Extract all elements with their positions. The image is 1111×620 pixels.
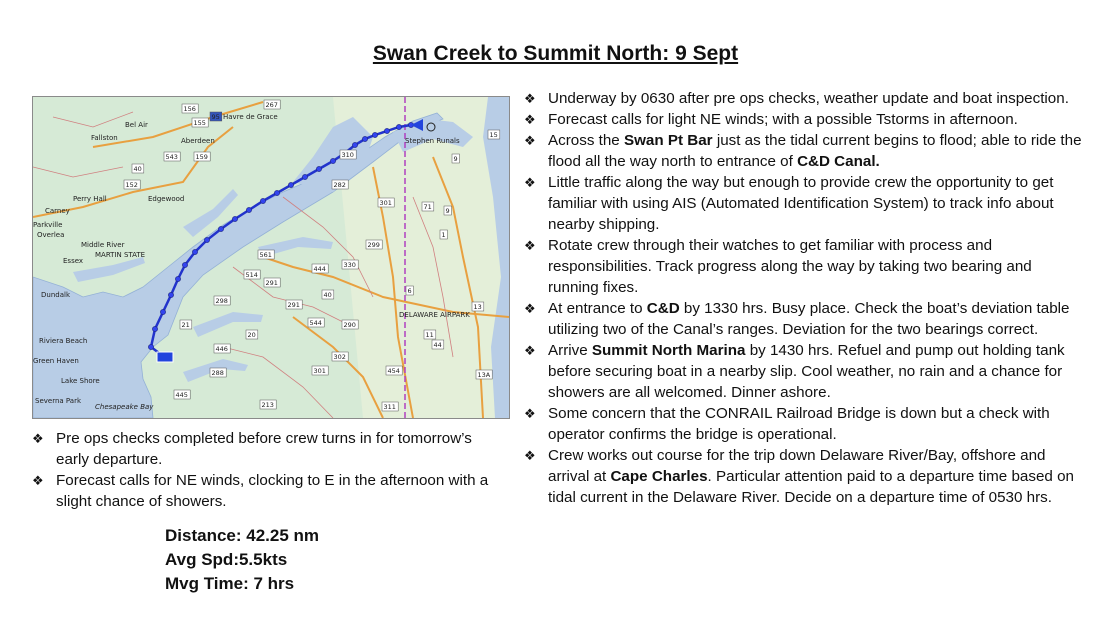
road-number: 40 bbox=[133, 165, 142, 173]
road-number: 21 bbox=[181, 321, 190, 329]
route-waypoint bbox=[352, 142, 357, 147]
route-waypoint bbox=[372, 132, 377, 137]
voyage-note-item bbox=[524, 403, 1084, 445]
route-waypoint bbox=[246, 207, 251, 212]
map-place-label: Carney bbox=[45, 207, 70, 215]
map-place-label: Perry Hall bbox=[73, 195, 107, 203]
map-place-label: Parkville bbox=[33, 221, 63, 229]
bullet-diamond-icon: ❖ bbox=[524, 448, 536, 463]
road-number: 330 bbox=[343, 261, 356, 269]
road-number: 445 bbox=[175, 391, 188, 399]
road-number: 13A bbox=[477, 371, 491, 379]
map-place-label: MARTIN STATE bbox=[95, 251, 146, 259]
map-place-label: Havre de Grace bbox=[223, 113, 278, 121]
note-text: Little traffic along the way but enough to provide crew the opportunity to get familiar with using AIS (Automated Identification System) to track info about nearby shipping. bbox=[548, 174, 1054, 233]
route-waypoint bbox=[316, 166, 321, 171]
road-number: 301 bbox=[379, 199, 392, 207]
avg-speed-stat: Avg Spd:5.5kts bbox=[165, 550, 288, 569]
road-number: 454 bbox=[387, 367, 400, 375]
road-number: 15 bbox=[489, 131, 498, 139]
route-waypoint bbox=[274, 190, 279, 195]
road-number: 302 bbox=[333, 353, 346, 361]
map-place-label: DELAWARE AIRPARK bbox=[399, 311, 470, 319]
emphasis-text: Cape Charles bbox=[610, 468, 708, 485]
map-place-label: Overlea bbox=[37, 231, 65, 239]
road-number: 156 bbox=[183, 105, 196, 113]
route-map[interactable] bbox=[32, 96, 510, 419]
bullet-diamond-icon: ❖ bbox=[524, 301, 536, 316]
bullet-diamond-icon: ❖ bbox=[524, 91, 536, 106]
note-text: At entrance to bbox=[548, 300, 647, 317]
note-text: by 1430 hrs. Refuel and pump out holding tank before securing boat in a nearby slip. Cool weather, no rain and a chance for showers are all welcomed. Dinner ashore. bbox=[548, 342, 1065, 401]
voyage-note-item bbox=[524, 445, 1084, 508]
voyage-note-item bbox=[524, 340, 1084, 403]
road-number: 1 bbox=[441, 231, 446, 239]
bullet-diamond-icon: ❖ bbox=[524, 238, 536, 253]
voyage-note-item bbox=[524, 130, 1084, 172]
voyage-note-item bbox=[524, 235, 1084, 298]
note-text: Arrive bbox=[548, 342, 592, 359]
route-waypoint bbox=[182, 262, 187, 267]
voyage-note-item bbox=[524, 298, 1084, 340]
map-place-label: Middle River bbox=[81, 241, 125, 249]
road-number: 9 bbox=[453, 155, 458, 163]
bullet-diamond-icon: ❖ bbox=[524, 112, 536, 127]
road-number: 152 bbox=[125, 181, 138, 189]
road-number: 290 bbox=[343, 321, 356, 329]
voyage-note-item bbox=[524, 88, 1084, 109]
voyage-note-item bbox=[524, 109, 1084, 130]
road-number: 291 bbox=[287, 301, 300, 309]
distance-stat: Distance: 42.25 nm bbox=[165, 526, 320, 545]
emphasis-text: Summit North Marina bbox=[591, 342, 746, 359]
route-waypoint bbox=[330, 158, 335, 163]
route-waypoint bbox=[175, 276, 180, 281]
emphasis-text: C&D bbox=[646, 300, 680, 317]
map-place-label: Bel Air bbox=[125, 121, 148, 129]
route-waypoint bbox=[148, 344, 153, 349]
map-place-label: Edgewood bbox=[148, 195, 185, 203]
route-waypoint bbox=[396, 124, 401, 129]
bullet-diamond-icon: ❖ bbox=[524, 175, 536, 190]
bullet-diamond-icon: ❖ bbox=[524, 406, 536, 421]
prep-note-item bbox=[32, 428, 502, 470]
trip-stats bbox=[165, 524, 319, 596]
note-text: Rotate crew through their watches to get familiar with process and responsibilities. Track progress along the way by taking two bearing and running fixes. bbox=[548, 237, 1032, 296]
route-waypoint bbox=[168, 292, 173, 297]
map-place-label: Green Haven bbox=[33, 357, 79, 365]
note-text: Underway by 0630 after pre ops checks, weather update and boat inspection. bbox=[548, 90, 1069, 107]
road-number: 159 bbox=[195, 153, 208, 161]
prep-note-item bbox=[32, 470, 502, 512]
route-waypoint bbox=[260, 198, 265, 203]
route-waypoint bbox=[362, 136, 367, 141]
map-place-label: Essex bbox=[63, 257, 84, 265]
map-canvas bbox=[33, 97, 509, 418]
map-place-label: Severna Park bbox=[35, 397, 82, 405]
road-number: 288 bbox=[211, 369, 224, 377]
route-waypoint bbox=[288, 182, 293, 187]
road-number: 561 bbox=[259, 251, 272, 259]
road-number: 311 bbox=[383, 403, 396, 411]
road-number: 267 bbox=[265, 101, 278, 109]
start-marker-icon[interactable] bbox=[157, 352, 173, 362]
road-number: 6 bbox=[407, 287, 412, 295]
road-number: 40 bbox=[323, 291, 332, 299]
road-number: 514 bbox=[245, 271, 258, 279]
map-place-label: Chesapeake Bay bbox=[95, 403, 154, 411]
route-waypoint bbox=[192, 249, 197, 254]
road-number: 71 bbox=[423, 203, 432, 211]
route-waypoint bbox=[152, 326, 157, 331]
bullet-diamond-icon: ❖ bbox=[524, 133, 536, 148]
note-text: just as the tidal current begins to flood; able to ride the flood all the way north to entrance of bbox=[548, 132, 1082, 170]
road-number: 291 bbox=[265, 279, 278, 287]
road-number: 543 bbox=[165, 153, 178, 161]
emphasis-text: C&D Canal. bbox=[797, 153, 880, 170]
note-text: Across the bbox=[548, 132, 624, 149]
map-place-label: Aberdeen bbox=[181, 137, 215, 145]
voyage-note-item bbox=[524, 172, 1084, 235]
road-number: 310 bbox=[341, 151, 354, 159]
map-place-label: Lake Shore bbox=[61, 377, 100, 385]
bullet-diamond-icon: ❖ bbox=[524, 343, 536, 358]
road-number: 11 bbox=[425, 331, 434, 339]
road-number: 9 bbox=[445, 207, 450, 215]
road-number: 544 bbox=[309, 319, 322, 327]
map-place-label: Fallston bbox=[91, 134, 118, 142]
note-text: . Particular attention paid to a departure time based on tidal current in the Delaware River. Decide on a departure time of 0530 hrs. bbox=[548, 468, 1074, 506]
road-number: 299 bbox=[367, 241, 380, 249]
route-waypoint bbox=[218, 226, 223, 231]
bullet-diamond-icon: ❖ bbox=[32, 473, 44, 488]
road-number: 301 bbox=[313, 367, 326, 375]
map-place-label: Dundalk bbox=[41, 291, 70, 299]
bullet-diamond-icon: ❖ bbox=[32, 431, 44, 446]
map-place-label: Riviera Beach bbox=[39, 337, 88, 345]
route-waypoint bbox=[204, 237, 209, 242]
prep-notes-list bbox=[32, 428, 502, 512]
moving-time-stat: Mvg Time: 7 hrs bbox=[165, 574, 295, 593]
note-text: by 1330 hrs. Busy place. Check the boat’s deviation table utilizing two of the Canal’s ranges. Deviation for the two bearings correct. bbox=[548, 300, 1070, 338]
road-number: 95 bbox=[211, 113, 220, 121]
note-text: Pre ops checks completed before crew turns in for tomorrow’s early departure. bbox=[56, 430, 472, 468]
road-number: 444 bbox=[313, 265, 326, 273]
road-number: 13 bbox=[473, 303, 482, 311]
note-text: Forecast calls for light NE winds; with a possible Tstorms in afternoon. bbox=[548, 111, 1018, 128]
emphasis-text: Swan Pt Bar bbox=[623, 132, 713, 149]
road-number: 446 bbox=[215, 345, 228, 353]
route-waypoint bbox=[232, 216, 237, 221]
map-place-label: Stephen Runals bbox=[405, 137, 460, 145]
note-text: Some concern that the CONRAIL Railroad Bridge is down but a check with operator confirms the bridge is operational. bbox=[548, 405, 1050, 443]
road-number: 213 bbox=[261, 401, 274, 409]
note-text: Forecast calls for NE winds, clocking to E in the afternoon with a slight chance of showers. bbox=[56, 472, 489, 510]
slide-title: Swan Creek to Summit North: 9 Sept bbox=[372, 42, 739, 65]
road-number: 20 bbox=[247, 331, 256, 339]
note-text: Crew works out course for the trip down Delaware River/Bay, offshore and arrival at bbox=[548, 447, 1046, 485]
route-waypoint bbox=[302, 174, 307, 179]
road-number: 44 bbox=[433, 341, 442, 349]
voyage-notes-list bbox=[524, 88, 1084, 508]
road-number: 298 bbox=[215, 297, 228, 305]
route-waypoint bbox=[384, 128, 389, 133]
road-number: 282 bbox=[333, 181, 346, 189]
road-number: 155 bbox=[193, 119, 206, 127]
route-waypoint bbox=[160, 309, 165, 314]
